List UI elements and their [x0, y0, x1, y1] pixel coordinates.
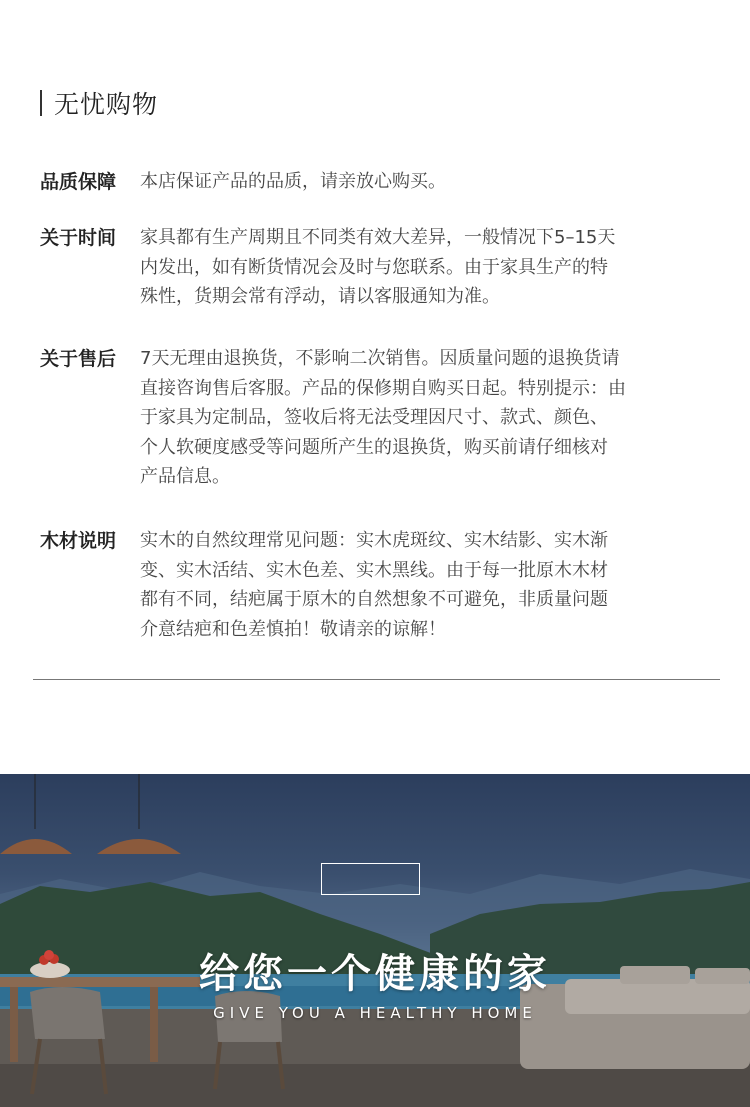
info-text — [140, 344, 660, 492]
landscape-illustration — [0, 774, 750, 1107]
decorative-frame — [321, 863, 420, 895]
info-text — [140, 167, 660, 197]
info-label: 关于时间 — [40, 227, 117, 249]
section-title-text: 无忧购物 — [54, 90, 159, 119]
info-line: 介意结疤和色差慎拍！敬请亲的谅解！ — [140, 618, 446, 640]
banner-headline: 给您一个健康的家 — [199, 951, 551, 997]
info-label: 木材说明 — [40, 530, 117, 552]
info-line: 实木的自然纹理常见问题：实木虎斑纹、实木结影、实木渐 — [140, 530, 608, 551]
info-line: 家具都有生产周期且不同类有效大差异，一般情况下5–15天 — [140, 227, 616, 248]
info-line: 个人软硬度感受等问题所产生的退换货，购买前请仔细核对 — [140, 436, 608, 458]
info-line: 变、实木活结、实木色差、实木黑线。由于每一批原木木材 — [140, 559, 608, 581]
info-line: 7天无理由退换货，不影响二次销售。因质量问题的退换货请 — [140, 348, 620, 369]
info-label: 品质保障 — [40, 171, 117, 193]
info-line: 直接咨询售后客服。产品的保修期自购买日起。特别提示：由 — [140, 377, 626, 399]
info-line: 于家具为定制品，签收后将无法受理因尺寸、款式、颜色、 — [140, 407, 608, 428]
info-text — [140, 223, 660, 312]
info-line: 殊性，货期会常有浮动，请以客服通知为准。 — [140, 286, 500, 307]
info-text — [140, 526, 660, 644]
banner-subtitle: GIVE YOU A HEALTHY HOME — [213, 1004, 537, 1022]
info-row-wood — [40, 526, 680, 644]
info-row-aftersale — [40, 344, 680, 492]
info-line: 本店保证产品的品质，请亲放心购买。 — [140, 171, 446, 192]
banner-image — [0, 774, 750, 1107]
title-bar-accent — [40, 90, 42, 116]
info-row-time — [40, 223, 680, 312]
section-title — [40, 88, 158, 118]
info-label: 关于售后 — [40, 348, 117, 370]
info-line: 产品信息。 — [140, 466, 230, 487]
divider — [33, 679, 720, 680]
info-line: 内发出，如有断货情况会及时与您联系。由于家具生产的特 — [140, 256, 608, 278]
info-line: 都有不同，结疤属于原木的自然想象不可避免，非质量问题 — [140, 589, 608, 610]
info-row-quality — [40, 167, 680, 197]
